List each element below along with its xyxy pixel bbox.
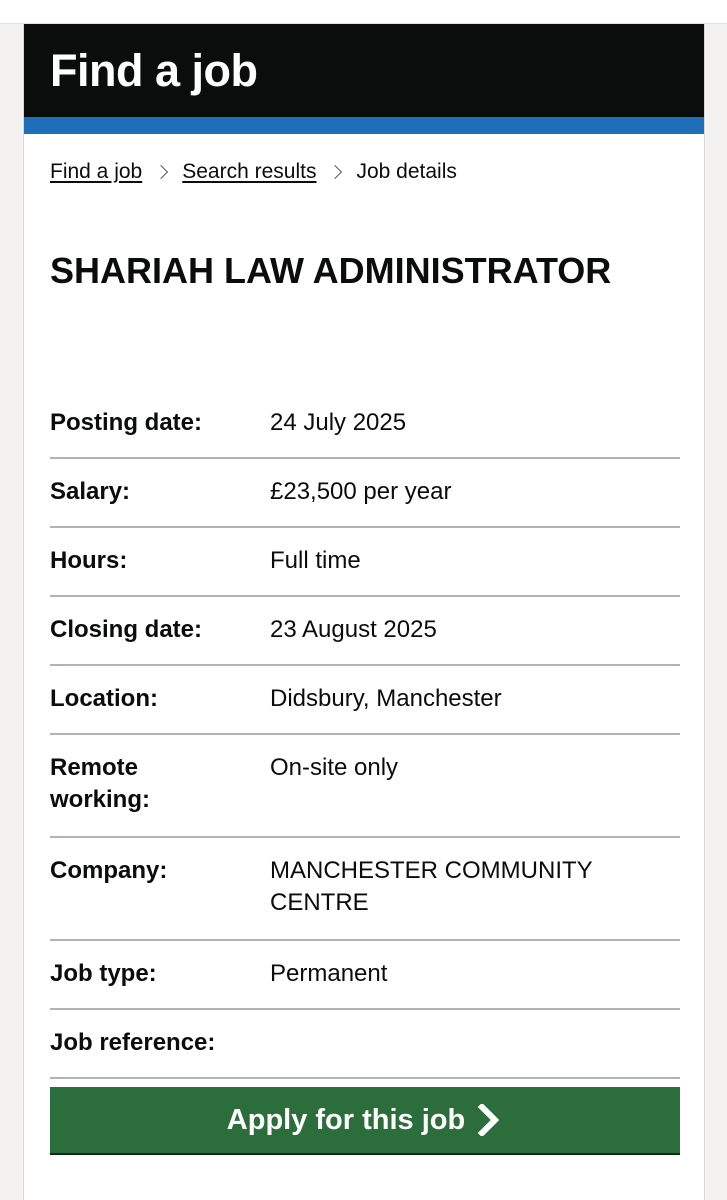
- site-header: [24, 24, 704, 134]
- job-details-list: [50, 390, 680, 1079]
- page-title: SHARIAH LAW ADMINISTRATOR: [50, 250, 612, 291]
- browser-top-strip: [0, 0, 727, 24]
- detail-row-remote-working: [50, 735, 680, 838]
- detail-value: £23,500 per year: [270, 478, 452, 505]
- detail-label: Location:: [50, 685, 158, 712]
- detail-row-hours: [50, 528, 680, 597]
- detail-label: Remote working:: [50, 754, 150, 813]
- detail-label: Closing date:: [50, 616, 203, 643]
- detail-value: On-site only: [270, 754, 399, 781]
- detail-row-job-type: [50, 941, 680, 1010]
- chevron-right-icon: [154, 165, 168, 179]
- job-page: [23, 24, 705, 1200]
- header-title[interactable]: Find a job: [50, 45, 258, 96]
- chevron-right-icon: [328, 165, 342, 179]
- apply-button-label: Apply for this job: [226, 1103, 466, 1136]
- detail-row-location: [50, 666, 680, 735]
- detail-row-closing-date: [50, 597, 680, 666]
- detail-value: Didsbury, Manchester: [270, 685, 502, 712]
- detail-label: Salary:: [50, 478, 131, 505]
- breadcrumb-search-results[interactable]: Search results: [182, 160, 317, 183]
- detail-value: 23 August 2025: [270, 616, 437, 643]
- detail-label: Company:: [50, 857, 168, 884]
- detail-row-posting-date: [50, 390, 680, 459]
- detail-label: Job reference:: [50, 1029, 216, 1056]
- detail-row-salary: [50, 459, 680, 528]
- breadcrumb: [50, 160, 457, 184]
- breadcrumb-current: Job details: [356, 160, 457, 183]
- detail-value: Full time: [270, 547, 361, 574]
- chevron-right-icon: [477, 1104, 503, 1136]
- detail-label: Hours:: [50, 547, 128, 574]
- detail-row-company: [50, 838, 680, 941]
- detail-label: Posting date:: [50, 409, 203, 436]
- detail-value: 24 July 2025: [270, 409, 407, 436]
- detail-row-job-reference: [50, 1010, 680, 1079]
- breadcrumb-find-a-job[interactable]: Find a job: [50, 160, 143, 183]
- detail-value: MANCHESTER COMMUNITY CENTRE: [270, 857, 593, 916]
- apply-button[interactable]: [50, 1087, 680, 1153]
- detail-label: Job type:: [50, 960, 157, 987]
- detail-value: [310, 1010, 680, 1077]
- detail-value: Permanent: [270, 960, 388, 987]
